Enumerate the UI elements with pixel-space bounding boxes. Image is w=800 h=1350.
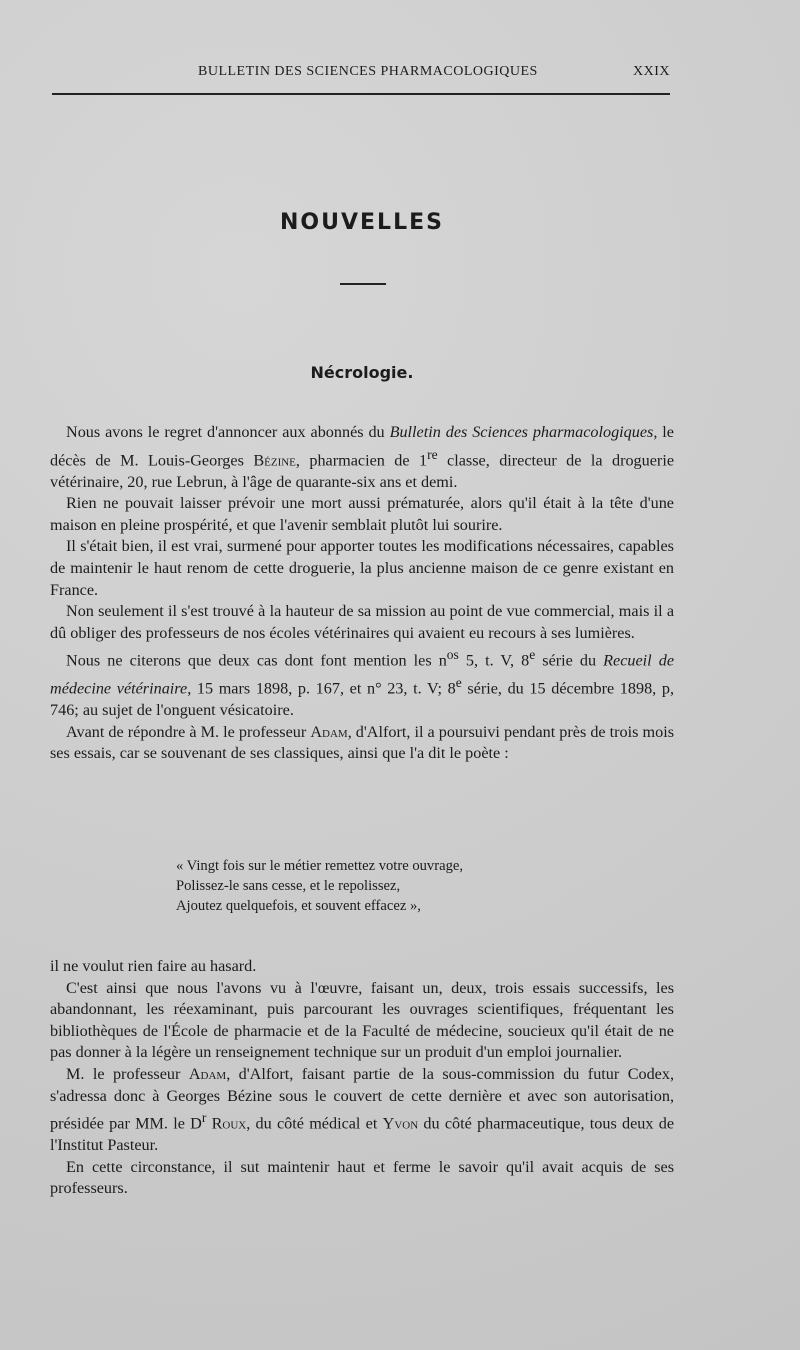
text-run: du côté pharmaceutique, tous deux de l'Institut Pasteur. xyxy=(50,1114,675,1155)
text-run: , d'Alfort, faisant partie de la sous-commission du futur Codex, s'adressa donc à Georges Bézine sous le couvert de cette dernière et avec son autorisation, présidée par MM. le D xyxy=(50,1064,675,1133)
text-run: , 15 mars 1898, p. 167, et n° 23, t. V; 8 xyxy=(187,679,456,698)
paragraph-1 xyxy=(50,422,674,493)
text-run: , d'Alfort, il a poursuivi pendant près de trois mois ses essais, car se souvenant de ses classiques, ainsi que l'a dit le poète : xyxy=(50,722,674,763)
text-run: Avant de répondre à M. le professeur xyxy=(66,722,311,741)
text-run: 5, t. V, 8 xyxy=(458,651,530,670)
text-run: série du xyxy=(535,651,604,670)
verse-line: Polissez-le sans cesse, et le repolissez, xyxy=(176,878,401,894)
text-run: Nous avons le regret d'annoncer aux abonnés du xyxy=(66,423,390,441)
paragraph-9 xyxy=(50,1064,674,1157)
superscript: os xyxy=(446,647,459,663)
text-run: série, du 15 décembre 1898, p, 746; au sujet de l'onguent vésicatoire. xyxy=(50,679,675,720)
text-run: M. le professeur xyxy=(66,1064,189,1083)
title-divider xyxy=(340,283,386,285)
paragraph-8: C'est ainsi que nous l'avons vu à l'œuvre, faisant un, deux, trois essais successifs, les abandonnant, les réexaminant, puis parcourant les ouvrages scientifiques, fréquentant les bibliothèques de l'École de pharmacie et de la Faculté de médecine, soucieux qu'il était de ne pas donner à la légère un renseignement technique sur un produit d'un emploi journalier. xyxy=(50,978,674,1062)
paragraph-3: Il s'était bien, il est vrai, surmené pour apporter toutes les modifications nécessaires, capables de maintenir le haut renom de cette droguerie, la plus ancienne maison de ce genre existant en France. xyxy=(50,537,674,599)
journal-title: Bulletin des Sciences pharmacologiques xyxy=(389,423,654,441)
verse-quote xyxy=(176,856,656,916)
paragraph-6 xyxy=(50,722,674,765)
paragraph-4: Non seulement il s'est trouvé à la hauteur de sa mission au point de vue commercial, mais il a dû obliger des professeurs de nos écoles vétérinaires qui avaient eu recours à ses lumières. xyxy=(50,602,674,642)
person-name: Roux xyxy=(211,1114,247,1133)
superscript: e xyxy=(529,647,536,663)
superscript: e xyxy=(455,675,462,691)
article-body-part1 xyxy=(50,422,674,765)
person-name: Bézine xyxy=(253,450,296,469)
running-title: BULLETIN DES SCIENCES PHARMACOLOGIQUES xyxy=(198,64,538,79)
text-run: Nous ne citerons que deux cas dont font mention les n xyxy=(66,651,447,670)
paragraph-7: il ne voulut rien faire au hasard. xyxy=(50,957,257,975)
person-name: Yvon xyxy=(382,1114,419,1133)
text-run: , le décès de M. Louis-Georges xyxy=(50,423,674,469)
text-run: classe, directeur de la droguerie vétérinaire, 20, rue Lebrun, à l'âge de quarante-six ans et demi. xyxy=(50,450,675,491)
text-run: , du côté médical et xyxy=(246,1114,383,1133)
journal-title: Recueil de médecine vétérinaire xyxy=(50,651,675,698)
article-body-part2 xyxy=(50,956,674,1200)
header-rule xyxy=(52,93,670,95)
verse-line: « Vingt fois sur le métier remettez votre ouvrage, xyxy=(176,858,463,874)
text-run: , pharmacien de 1 xyxy=(295,450,428,469)
paragraph-2: Rien ne pouvait laisser prévoir une mort aussi prématurée, alors qu'il était à la tête d'une maison en pleine prospérité, et que l'avenir semblait plutôt lui sourire. xyxy=(50,494,674,534)
superscript: re xyxy=(427,446,438,462)
verse-line: Ajoutez quelquefois, et souvent effacez », xyxy=(176,898,421,914)
person-name: Adam xyxy=(310,722,348,741)
superscript: r xyxy=(201,1110,207,1126)
section-title: NOUVELLES xyxy=(280,210,444,235)
page-number: XXIX xyxy=(633,64,670,79)
paragraph-10: En cette circonstance, il sut maintenir haut et ferme le savoir qu'il avait acquis de ses professeurs. xyxy=(50,1157,674,1198)
paragraph-5 xyxy=(50,644,674,722)
person-name: Adam xyxy=(188,1064,227,1083)
subhead: Nécrologie. xyxy=(310,363,414,382)
